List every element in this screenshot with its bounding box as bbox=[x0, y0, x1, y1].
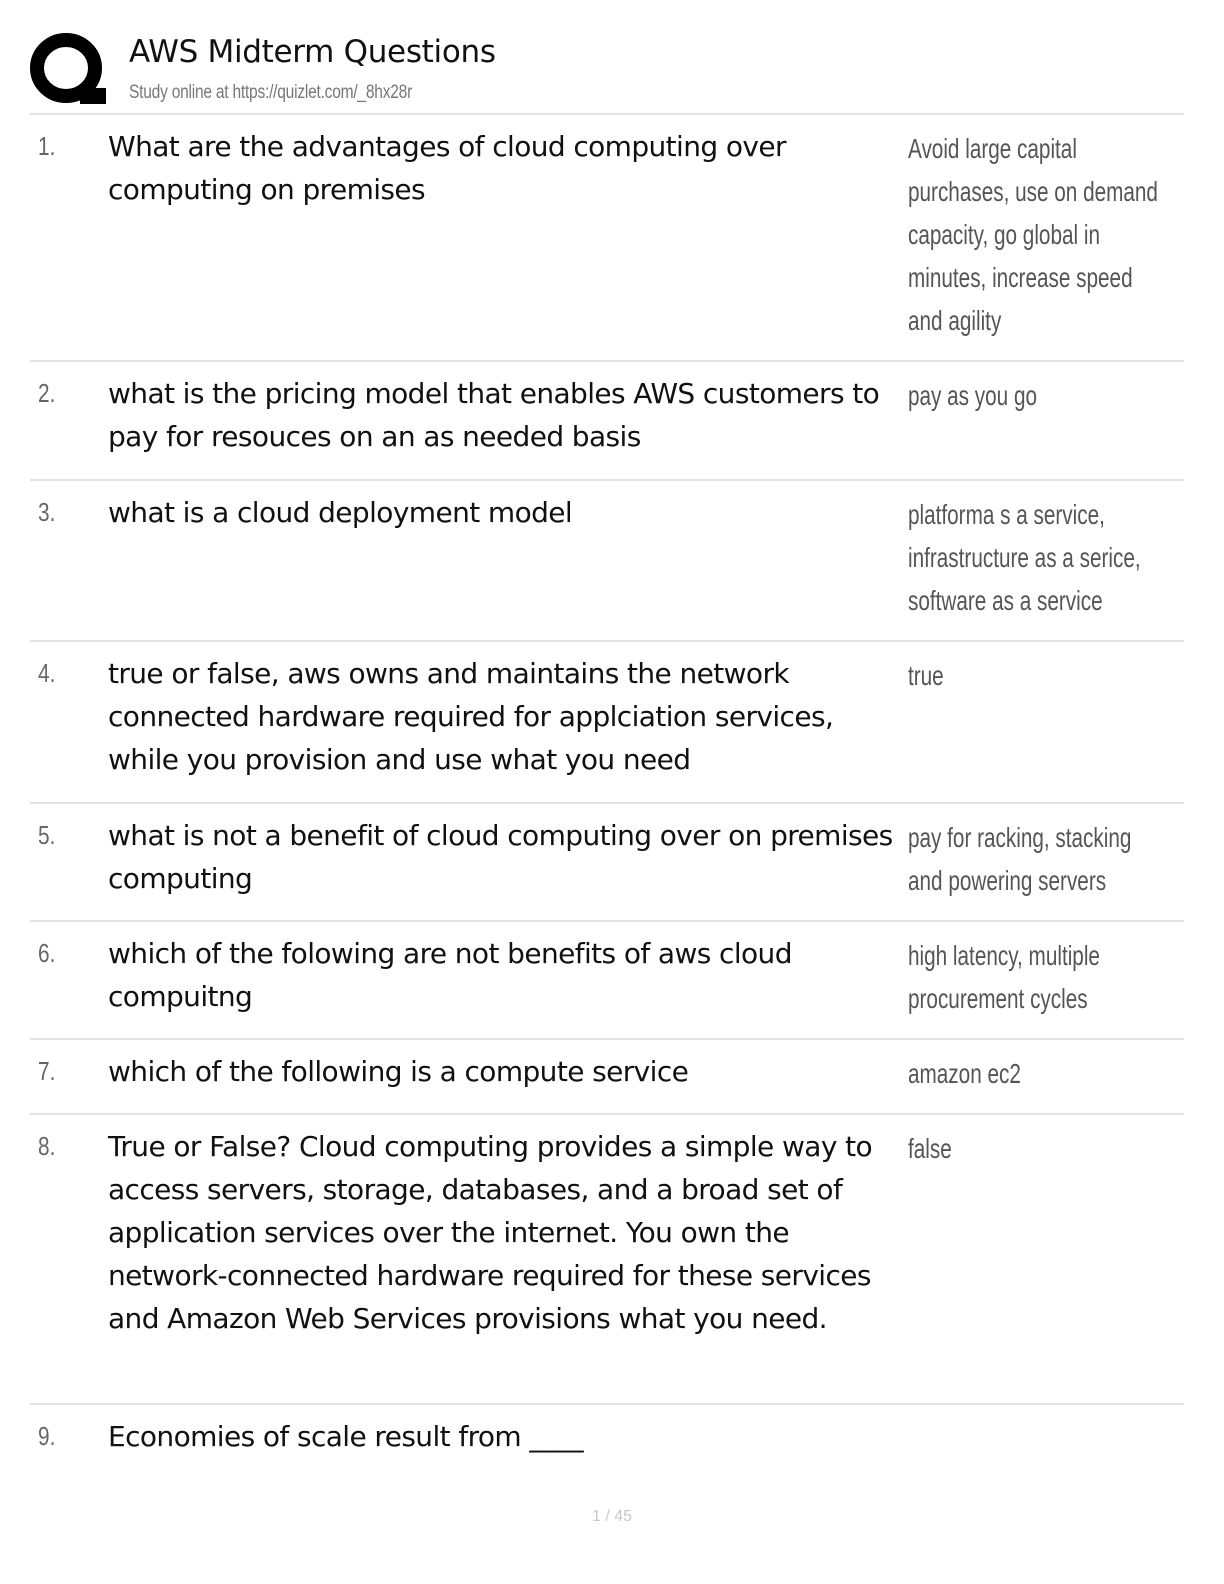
question-number: 1. bbox=[38, 131, 56, 161]
question-number: 8. bbox=[38, 1131, 56, 1161]
answer-text: false bbox=[908, 1133, 952, 1164]
question-text: Economies of scale result from ____ bbox=[108, 1420, 583, 1453]
answer-text: amazon ec2 bbox=[908, 1058, 1021, 1089]
question-number: 6. bbox=[38, 938, 56, 968]
quizlet-q-logo-icon bbox=[30, 32, 106, 108]
question-row bbox=[30, 1115, 1184, 1405]
question-text: what is not a benefit of cloud computing over on premises computing bbox=[108, 819, 893, 895]
question-list bbox=[30, 115, 1184, 1485]
question-text: true or false, aws owns and maintains the network connected hardware required for applciation services, while you provision and use what you need bbox=[108, 657, 834, 776]
question-text: what is a cloud deployment model bbox=[108, 496, 573, 529]
page-indicator: 1 / 45 bbox=[591, 1508, 633, 1525]
question-row bbox=[30, 481, 1184, 642]
question-row bbox=[30, 362, 1184, 481]
study-online-link-text: Study online at https://quizlet.com/_8hx28r bbox=[129, 82, 413, 103]
question-number: 5. bbox=[38, 820, 56, 850]
question-row bbox=[30, 642, 1184, 804]
question-number: 2. bbox=[38, 378, 56, 408]
question-row bbox=[30, 804, 1184, 922]
question-row bbox=[30, 115, 1184, 362]
answer-text: true bbox=[908, 660, 944, 691]
answer-text bbox=[908, 1405, 1224, 1485]
question-text: True or False? Cloud computing provides a simple way to access servers, storage, databases, and a broad set of application services over the internet. You own the network-connected hardware required for these services and Amazon Web Services provisions what you need. bbox=[108, 1130, 873, 1335]
question-number: 4. bbox=[38, 658, 56, 688]
question-row bbox=[30, 1405, 1184, 1485]
question-number: 7. bbox=[38, 1056, 56, 1086]
question-text: which of the following is a compute service bbox=[108, 1055, 689, 1088]
question-row bbox=[30, 1040, 1184, 1115]
page-title: AWS Midterm Questions bbox=[129, 34, 496, 70]
answer-text: pay as you go bbox=[908, 380, 1038, 411]
answer-text: high latency, multiple procurement cycles bbox=[908, 940, 1100, 1014]
question-text: What are the advantages of cloud computing over computing on premises bbox=[108, 130, 786, 206]
question-text: what is the pricing model that enables AWS customers to pay for resouces on an as needed basis bbox=[108, 377, 880, 453]
answer-text: Avoid large capital purchases, use on demand capacity, go global in minutes, increase speed and agility bbox=[908, 133, 1158, 336]
question-text: which of the folowing are not benefits of aws cloud compuitng bbox=[108, 937, 792, 1013]
document-header bbox=[30, 28, 1184, 112]
answer-text: pay for racking, stacking and powering servers bbox=[908, 822, 1132, 896]
answer-text: platforma s a service, infrastructure as a serice, software as a service bbox=[908, 499, 1141, 616]
question-row bbox=[30, 922, 1184, 1040]
question-number: 3. bbox=[38, 497, 56, 527]
question-number: 9. bbox=[38, 1421, 56, 1451]
